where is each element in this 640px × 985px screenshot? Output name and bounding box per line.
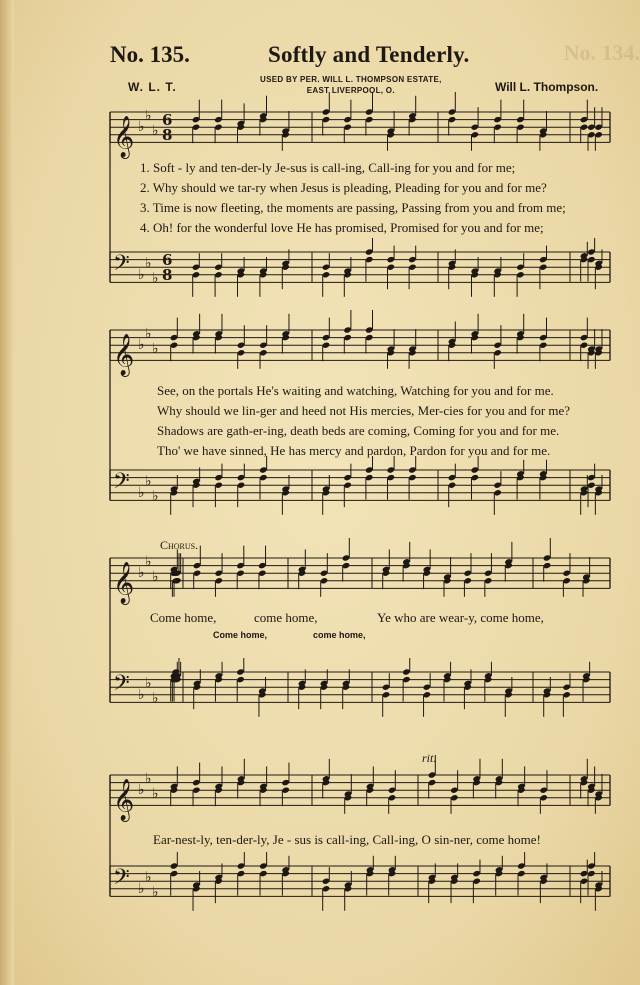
flat-sign-icon: ♭ [138, 484, 145, 501]
flat-sign-icon: ♭ [145, 869, 152, 886]
time-signature-top: 6 [162, 251, 173, 269]
flat-sign-icon: ♭ [152, 341, 159, 357]
time-signature-top: 6 [162, 111, 173, 129]
flat-sign-icon: ♭ [138, 782, 145, 799]
permission-line-1: USED BY PER. WILL L. THOMPSON ESTATE, [260, 75, 442, 84]
hymn-number: No. 135. [110, 42, 190, 67]
flat-sign-icon: ♭ [152, 690, 159, 707]
treble-clef-icon: 𝄞 [113, 562, 135, 604]
flat-sign-icon: ♭ [138, 119, 145, 136]
verse-3-line-b: Shadows are gath-er-ing, death beds are coming, Coming for you and for me. [157, 423, 560, 438]
composer-credit: Will L. Thompson. [495, 80, 599, 94]
flat-sign-icon: ♭ [152, 786, 159, 802]
time-signature-bottom: 8 [162, 126, 173, 144]
author-initials: W. L. T. [128, 80, 177, 94]
tempo-marking-rit: rit. [422, 751, 437, 765]
treble-clef-icon: 𝄞 [113, 334, 135, 376]
verse-4-line-a: 4. Oh! for the wonderful love He has promised, Promised for you and for me; [140, 220, 544, 235]
flat-sign-icon: ♭ [138, 337, 145, 354]
chorus-ye-who-are-weary: Ye who are wear-y, come home, [377, 610, 544, 625]
verse-1-line-a: 1. Soft - ly and ten-der-ly Je-sus is call-ing, Call-ing for you and for me; [140, 160, 516, 175]
adjacent-page-bleed: No. 134. [563, 40, 640, 65]
flat-sign-icon: ♭ [152, 488, 159, 505]
flat-sign-icon: ♭ [145, 107, 152, 124]
flat-sign-icon: ♭ [145, 553, 152, 570]
chorus-final-line: Ear-nest-ly, ten-der-ly, Je - sus is call-ing, Call-ing, O sin-ner, come home! [153, 832, 541, 847]
flat-sign-icon: ♭ [138, 686, 145, 703]
flat-sign-icon: ♭ [145, 473, 152, 490]
flat-sign-icon: ♭ [152, 569, 159, 585]
verse-3-line-a: 3. Time is now fleeting, the moments are passing, Passing from you and from me; [140, 200, 566, 215]
chorus-label: Chorus. [160, 538, 199, 552]
bass-clef-icon: 𝄢 [113, 251, 130, 281]
chorus-come-home-1: Come home, [150, 610, 217, 625]
flat-sign-icon: ♭ [152, 884, 159, 901]
verse-1-line-b: See, on the portals He's waiting and watching, Watching for you and for me. [157, 383, 554, 398]
chorus-come-home-2: come home, [254, 610, 318, 625]
bass-clef-icon: 𝄢 [113, 469, 130, 499]
flat-sign-icon: ♭ [145, 255, 152, 272]
verse-4-line-b: Tho' we have sinned, He has mercy and pardon, Pardon for you and for me. [157, 443, 551, 458]
chorus-echo-2: come home, [313, 630, 366, 640]
treble-clef-icon: 𝄞 [113, 116, 135, 158]
flat-sign-icon: ♭ [138, 880, 145, 897]
flat-sign-icon: ♭ [138, 266, 145, 283]
bass-clef-icon: 𝄢 [113, 671, 130, 701]
flat-sign-icon: ♭ [145, 675, 152, 692]
flat-sign-icon: ♭ [138, 565, 145, 582]
flat-sign-icon: ♭ [145, 325, 152, 342]
treble-clef-icon: 𝄞 [113, 779, 135, 821]
verse-2-line-a: 2. Why should we tar-ry when Jesus is pleading, Pleading for you and for me? [140, 180, 547, 195]
permission-line-2: EAST LIVERPOOL, O. [306, 86, 395, 95]
flat-sign-icon: ♭ [152, 270, 159, 287]
chorus-echo-1: Come home, [213, 630, 268, 640]
flat-sign-icon: ♭ [145, 770, 152, 787]
verse-2-line-b: Why should we lin-ger and heed not His mercies, Mer-cies for you and for me? [157, 403, 571, 418]
flat-sign-icon: ♭ [152, 123, 159, 139]
bass-clef-icon: 𝄢 [113, 865, 130, 895]
time-signature-bottom: 8 [162, 266, 173, 284]
hymn-title: Softly and Tenderly. [268, 42, 470, 67]
